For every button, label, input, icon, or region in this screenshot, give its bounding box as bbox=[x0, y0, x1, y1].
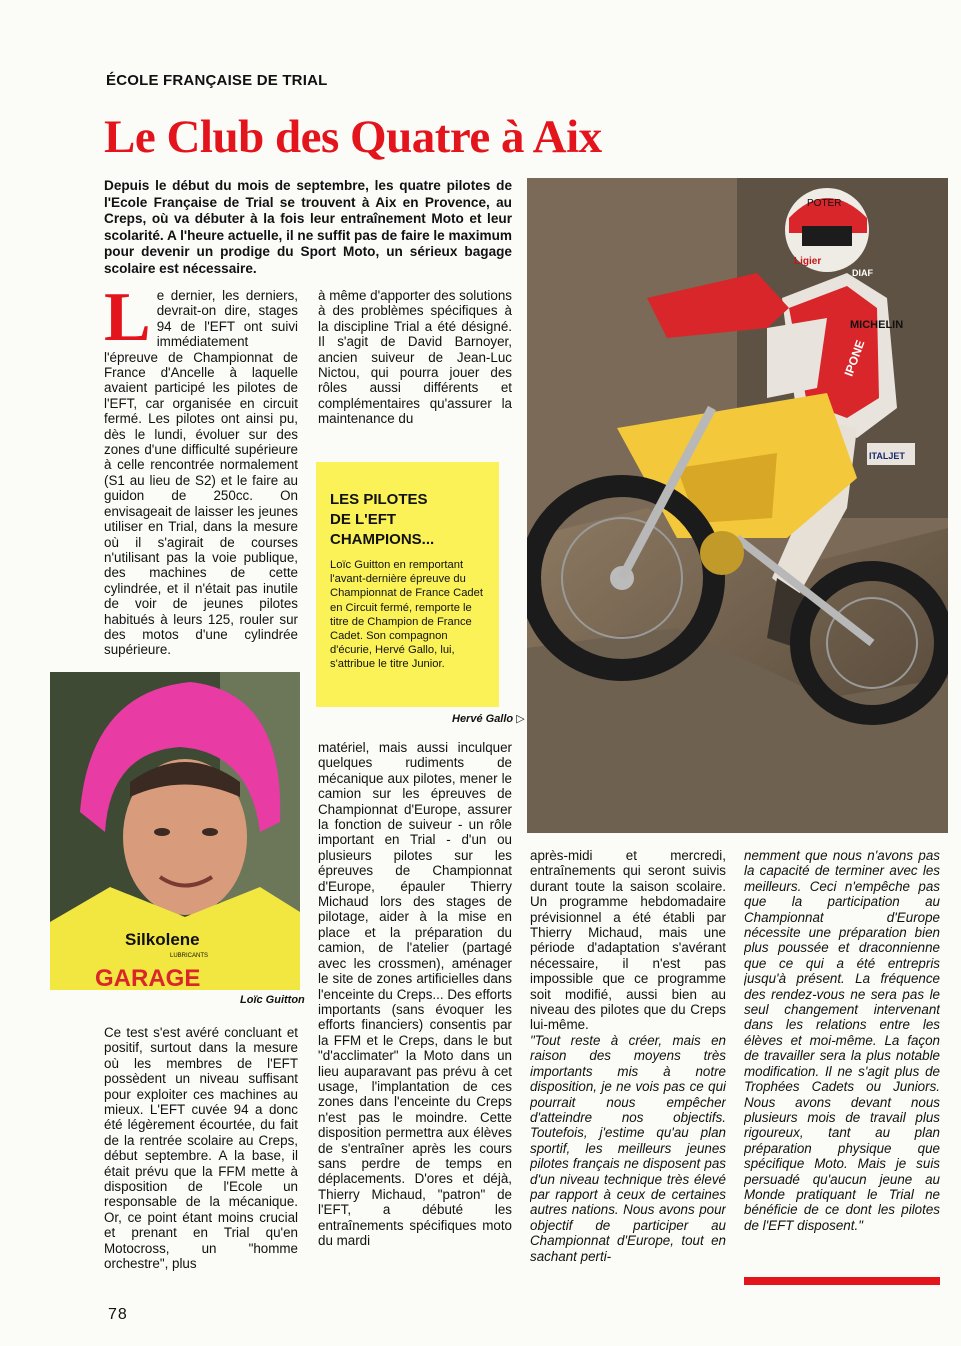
sponsor-ipone-text: IPONE bbox=[841, 338, 868, 379]
article-column-1 bbox=[104, 288, 298, 668]
caption-herve-text: Hervé Gallo bbox=[452, 713, 514, 725]
article-column-2 bbox=[318, 288, 512, 430]
page-number: 78 bbox=[108, 1306, 128, 1323]
caption-arrow-icon: ▷ bbox=[516, 713, 525, 725]
sidebar-title-line-2: DE L'EFT bbox=[330, 511, 397, 528]
sponsor-diaf-text: DIAF bbox=[852, 268, 873, 278]
article-paragraph-2: Ce test s'est avéré concluant et positif, surtout dans la mesure où les membres de l'EFT possèdent un niveau suffisant pour exploiter ces machines au mieux. L'EFT cuvée 94 a donc été légèrement écourtée, du fait de la rentrée scolaire au Creps, début septembre. A la base, il était prévu que la FFM mette à disposition de l'Ecole un responsable de la mécanique. Or, ce point étant moins crucial et prenant en Trial qu'en Motocross, un "homme orchestre", plus bbox=[104, 1025, 298, 1272]
article-end-bar bbox=[744, 1277, 940, 1285]
section-kicker: ÉCOLE FRANÇAISE DE TRIAL bbox=[106, 72, 328, 89]
photo-trial-rider bbox=[527, 178, 948, 833]
sponsor-michelin-text: MICHELIN bbox=[850, 319, 904, 331]
sidebar-title-line-1: LES PILOTES bbox=[330, 491, 428, 508]
helmet-brand-text: Ligier bbox=[794, 256, 822, 267]
article-column-1-continued bbox=[104, 1025, 298, 1295]
caption-loic-guitton: Loïc Guitton bbox=[240, 994, 305, 1006]
article-paragraph-1: e dernier, les derniers, devrait-on dire, stages 94 de l'EFT ont suivi immédiatement l'épreuve de Championnat de France d'Ancelle à laquelle avaient participé les pilotes de l'EFT, car organisée en circuit fermé. Les pilotes ont ainsi pu, dès le lundi, évoluer sur des zones d'une difficulté supérieure à celle rencontrée normalement (S1 au lieu de S2) et le faire au guidon de 250cc. On envisageait de laisser les jeunes utiliser en Trial, dans la mesure où il s'agirait de courses n'utilisant pas la voie publique, des machines de cette cylindrée, et il n'était pas inutile de voir de jeunes pilotes habitués à leurs 125, rouler sur des motos d'une cylindrée supérieure. bbox=[104, 288, 298, 658]
article-paragraph-4: matériel, mais aussi inculquer quelques rudiments de mécanique aux pilotes, mener le camion sur les épreuves de Championnat d'Europe, assurer la fonction de suiveur - un rôle important en Trial - d'un ou plusieurs pilotes sur les épreuves de Championnat d'Europe, épauler Thierry Michaud lors des stages de pilotage, aider à la mise en place et la préparation du camion, de l'atelier (partagé avec les crossmen), aménager le site de zones artificielles dans l'enceinte du Creps... Des efforts importants (sans évoquer les efforts financiers) consentis par la FFM et le Creps, dans le but "d'acclimater" la Moto dans un lieu auparavant pas prévu à cet usage, l'implantation de ces zones dans l'enceinte du Creps n'est pas le moindre. Cette disposition permettra aux élèves de s'entraîner après les cours sans perdre de temps en déplacements. D'ores et déjà, Thierry Michaud, "patron" de l'EFT, a débuté les entraînements spécifiques moto du mardi bbox=[318, 740, 512, 1248]
article-quote-start: "Tout reste à créer, mais en raison des moyens très importants mis à notre disposition, je ne vois pas ce qui pourrait nous empêcher d'atteindre nos objectifs. Toutefois, j'estime qu'au plan sportif, les meilleurs jeunes pilotes français ne disposent pas d'un niveau technique très élevé par rapport à ceux de certaines autres nations. Nous avons pour objectif de participer au Championnat d'Europe, tout en sachant perti- bbox=[530, 1032, 726, 1264]
sidebar-title bbox=[330, 490, 485, 550]
vest-brand-text: Silkolene bbox=[125, 930, 200, 949]
article-column-3 bbox=[530, 848, 726, 1298]
helmet-logo-text: POTER bbox=[807, 198, 842, 209]
bike-badge-text: ITALJET bbox=[869, 451, 905, 461]
trial-rider-illustration bbox=[527, 178, 948, 833]
caption-herve-gallo bbox=[452, 712, 525, 725]
vest-garage-text: GARAGE bbox=[95, 965, 201, 990]
article-column-2-continued bbox=[318, 740, 512, 1300]
drop-cap: L bbox=[104, 288, 151, 356]
sidebar-body: Loïc Guitton en remportant l'avant-dernière épreuve du Championnat de France Cadet en Circuit fermé, remporte le titre de Champion de France Cadet. Son compagnon d'écurie, Hervé Gallo, lui, s'attribue le titre Junior. bbox=[330, 559, 483, 671]
article-quote-end: nemment que nous n'avons pas la capacité de terminer avec les meilleurs. Ceci n'empêche pas que la participation au Championnat d'Europe nécessite une préparation bien plus poussée et draconnienne que ce qui a été entrepris jusqu'à présent. La fréquence des rendez-vous ne sera pas le seul changement intervenant dans les relations entre les élèves et moi-même. La façon de travailler sera la plus notable modification. Il ne s'agit plus de Trophées Cadets ou Juniors. Nous avons devant nous plusieurs mois de travail plus rigoureux, tant au plan préparation physique que spécifique Moto. Mais je suis persuadé qu'aucun jeune au Monde pratiquant le Trial ne bénéficie de ce dont les pilotes de l'EFT disposent." bbox=[744, 848, 940, 1233]
sidebar-title-line-3: CHAMPIONS... bbox=[330, 531, 435, 548]
photo-loic-guitton bbox=[50, 672, 300, 990]
portrait-illustration bbox=[50, 672, 300, 990]
champions-sidebar bbox=[316, 462, 499, 707]
article-title: Le Club des Quatre à Aix bbox=[104, 111, 602, 163]
article-paragraph-5: après-midi et mercredi, entraînements qui seront suivis durant toute la saison scolaire. Un programme hebdomadaire prévisionnel a été établi par Thierry Michaud, mais une période d'adaptation s'avérant nécessaire, il n'est pas impossible que ce programme soit modifié, aussi bien au niveau des pilotes que du Creps lui-même. bbox=[530, 848, 726, 1033]
article-intro: Depuis le début du mois de septembre, les quatre pilotes de l'Ecole Française de Trial se trouvent à Aix en Provence, au Creps, où va débuter à la fois leur entraînement Moto et leur scolarité. A l'heure actuelle, il ne suffit pas de faire le maximum pour devenir un prodige du Sport Moto, un sérieux bagage scolaire est nécessaire. bbox=[104, 178, 512, 276]
vest-sub-text: LUBRICANTS bbox=[170, 953, 209, 959]
article-column-4 bbox=[744, 848, 940, 1278]
article-paragraph-3: à même d'apporter des solutions à des problèmes spécifiques à la discipline Trial a été désigné. Il s'agit de David Barnoyer, ancien suiveur de Jean-Luc Nictou, qui pourra jouer des rôles aussi différents et complémentaires qu'assurer la maintenance du bbox=[318, 288, 512, 427]
